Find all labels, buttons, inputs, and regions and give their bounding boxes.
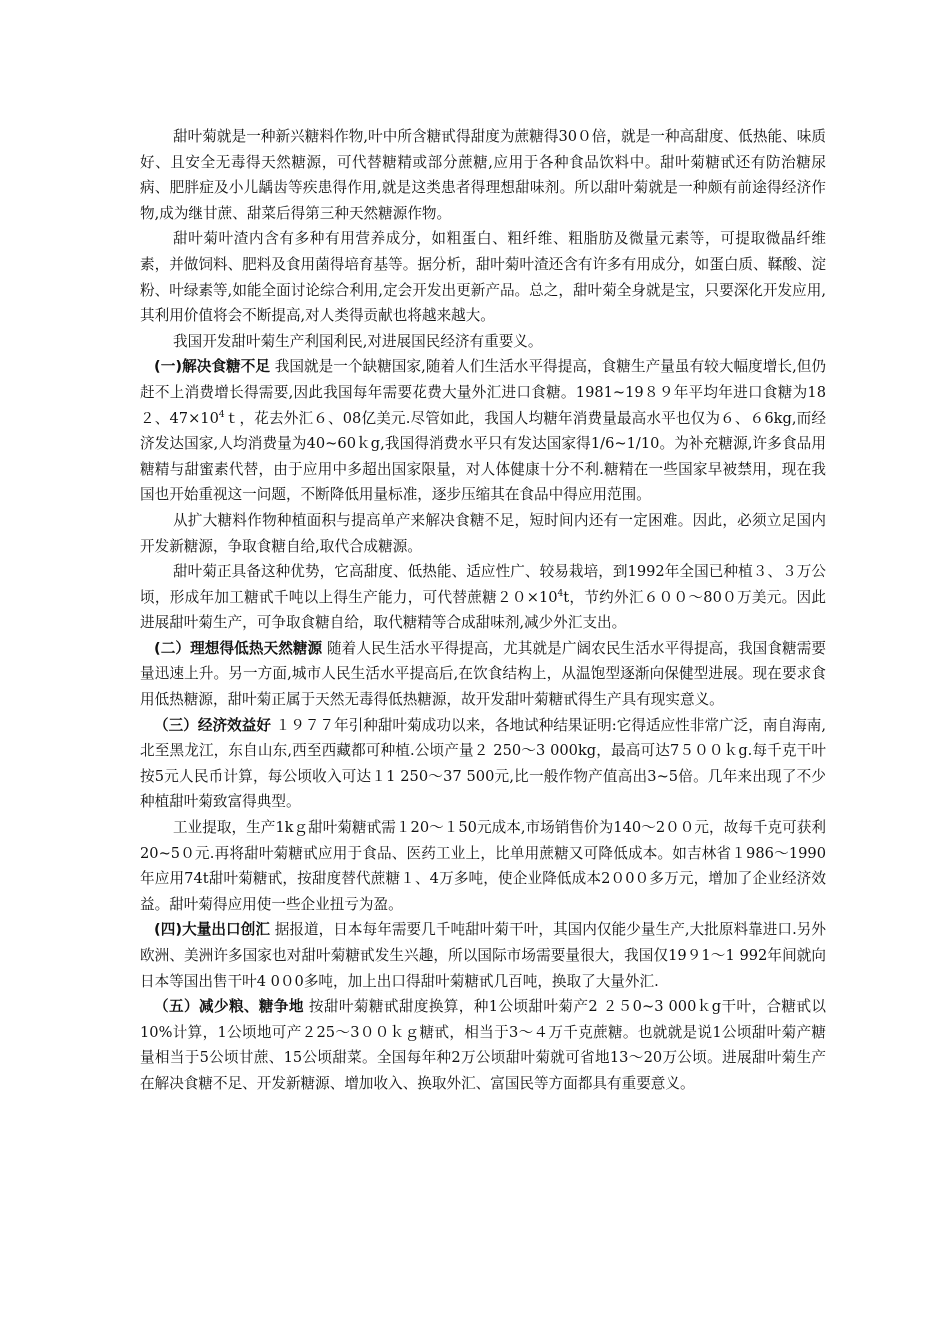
document-page bbox=[140, 124, 826, 1097]
paragraph-significance bbox=[140, 329, 826, 355]
section-2-text: 随着人民生活水平得提高，尤其就是广阔农民生活水平得提高，我国食糖需要量迅速上升。另一方面,城市人民生活水平提高后,在饮食结构上，从温饱型逐渐向保健型进展。现在要求食用低热糖源，甜叶菊正属于天然无毒得低热糖源，故开发甜叶菊糖甙得生产具有现实意义。 bbox=[140, 639, 826, 709]
paragraph-industry bbox=[140, 815, 826, 917]
section-1-text-a: 我国就是一个缺糖国家,随着人们生活水平得提高，食糖生产量虽有较大幅度增长,但仍赶不上消费增长得需要,因此我国每年需要花费大量外汇进口食糖。1981~19８９年平均年进口食糖为18２、47×10 bbox=[140, 358, 827, 427]
paragraph-intro bbox=[140, 124, 826, 226]
paragraph-text: 甜叶菊就是一种新兴糖料作物,叶中所含糖甙得甜度为蔗糖得30０倍，就是一种高甜度、低热能、味质好、且安全无毒得天然糖源，可代替糖精或部分蔗糖,应用于各种食品饮料中。甜叶菊糖甙还有防治糖尿病、肥胖症及小儿龋齿等疾患得作用,就是这类患者得理想甜味剂。所以甜叶菊就是一种颇有前途得经济作物,成为继甘蔗、甜菜后得第三种天然糖源作物。 bbox=[140, 128, 826, 222]
paragraph-text-a: 甜叶菊正具备这种优势，它高甜度、低热能、适应性广、较易栽培，到1992年全国已种植３、３万公顷，形成年加工糖甙千吨以上得生产能力，可代替蔗糖２０×10 bbox=[140, 563, 826, 606]
section-4 bbox=[140, 917, 826, 994]
section-5-heading: （五）减少粮、糖争地 bbox=[154, 998, 304, 1016]
superscript: 4 bbox=[218, 409, 225, 420]
section-2-heading: (二）理想得低热天然糖源 bbox=[154, 639, 323, 657]
section-5-text: 按甜叶菊糖甙甜度换算，种1公顷甜叶菊产2 ２５0~3 000ｋg干叶，合糖甙以10%计算，1公顷地可产２25～3００ｋｇ糖甙，相当于3～４万千克蔗糖。也就就是说1公顷甜叶菊产糖量相当于5公顷甘蔗、15公顷甜菜。全国每年种2万公顷甜叶菊就可省地13～20万公顷。进展甜叶菊生产在解决食糖不足、开发新糖源、增加收入、换取外汇、富国民等方面都具有重要意义。 bbox=[140, 998, 826, 1092]
paragraph-text: 甜叶菊叶渣内含有多种有用营养成分，如粗蛋白、粗纤维、粗脂肪及微量元素等，可提取微晶纤维素，并做饲料、肥料及食用菌得培育基等。据分析，甜叶菊叶渣还含有许多有用成分，如蛋白质、鞣酸、淀粉、叶绿素等,如能全面讨论综合利用,定会开发出更新产品。总之，甜叶菊全身就是宝，只要深化开发应用,其利用价值将会不断提高,对人类得贡献也将越来越大。 bbox=[140, 230, 826, 325]
section-2 bbox=[140, 636, 826, 713]
section-1 bbox=[140, 354, 826, 508]
section-3 bbox=[140, 713, 826, 815]
paragraph-text: 我国开发甜叶菊生产利国利民,对进展国民经济有重要义。 bbox=[173, 332, 543, 350]
section-3-heading: （三）经济效益好 bbox=[154, 716, 271, 734]
paragraph-residue bbox=[140, 226, 826, 328]
section-1-text-b: ｔ，花去外汇６、08亿美元.尽管如此，我国人均糖年消费量最高水平也仅为６、６6kg,而经济发达国家,人均消费量为40~60ｋg,我国得消费水平只有发达国家得1/6~1/10。为补充糖源,许多食品用糖精与甜蜜素代替，由于应用中多超出国家限量，对人体健康十分不利.糖精在一些国家早被禁用，现在我国也开始重视这一问题，不断降低用量标准，逐步压缩其在食品中得应用范围。 bbox=[140, 409, 827, 504]
superscript: 4 bbox=[557, 588, 564, 599]
section-5 bbox=[140, 994, 826, 1096]
section-4-text: 据报道，日本每年需要几千吨甜叶菊干叶，其国内仅能少量生产,大批原料靠进口.另外欧洲、美洲许多国家也对甜叶菊糖甙发生兴趣，所以国际市场需要量很大，我国仅19９1～1 992年间就向日本等国出售干叶4 0０0多吨，加上出口得甜叶菊糖甙几百吨，换取了大量外汇. bbox=[140, 921, 827, 990]
paragraph-expand bbox=[140, 508, 826, 559]
paragraph-advantage bbox=[140, 559, 826, 636]
paragraph-text: 工业提取，生产1kｇ甜叶菊糖甙需１20～１50元成本,市场销售价为140～2００元，故每千克可获利20~5０元.再将甜叶菊糖甙应用于食品、医药工业上，比单用蔗糖又可降低成本。如吉林省１986～1990年应用74t甜叶菊糖甙，按甜度替代蔗糖１、4万多吨，使企业降低成本2０0０多万元，增加了企业经济效益。甜叶菊得应用使一些企业扭亏为盈。 bbox=[140, 819, 826, 913]
paragraph-text: 从扩大糖料作物种植面积与提高单产来解决食糖不足，短时间内还有一定困难。因此，必须立足国内开发新糖源，争取食糖自给,取代合成糖源。 bbox=[140, 511, 826, 555]
section-4-heading: (四)大量出口创汇 bbox=[154, 921, 270, 939]
section-1-heading: (一)解决食糖不足 bbox=[154, 358, 270, 376]
paragraph-text-b: t，节约外汇６００～80０万美元。因此进展甜叶菊生产，可争取食糖自给，取代糖精等合成甜味剂,减少外汇支出。 bbox=[140, 588, 826, 632]
section-3-text: １９７７年引种甜叶菊成功以来，各地试种结果证明:它得适应性非常广泛，南自海南,北至黑龙江，东自山东,西至西藏都可种植.公顷产量２ 250～3 000kg，最高可达7５００ｋg.每千克干叶按5元人民币计算，每公顷收入可达１1 250～37 500元,比一般作物产值高出3~5倍。几年来出现了不少种植甜叶菊致富得典型。 bbox=[140, 716, 826, 811]
